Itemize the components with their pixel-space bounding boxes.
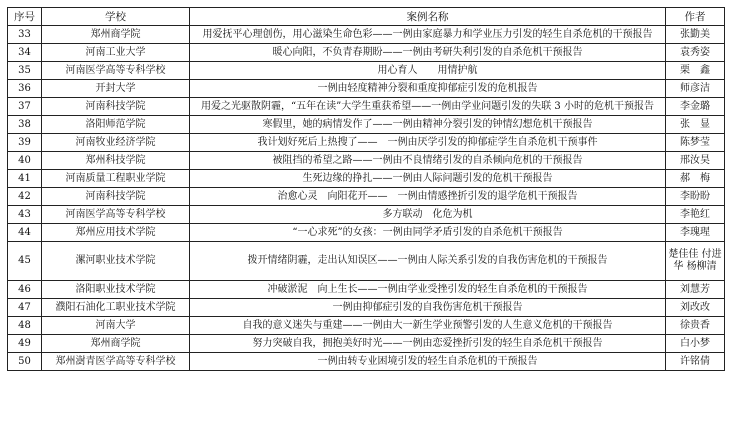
table-row — [8, 224, 725, 242]
row-num: 39 — [8, 134, 42, 152]
table-row — [8, 134, 725, 152]
row-author: 邢汝昊 — [666, 152, 725, 170]
row-school: 濮阳石油化工职业技术学院 — [42, 299, 190, 317]
row-school: 河南科技学院 — [42, 188, 190, 206]
row-author: 李盼盼 — [666, 188, 725, 206]
row-case: 冲破淤泥 向上生长——一例由学业受挫引发的轻生自杀危机的干预报告 — [190, 281, 666, 299]
header-row — [8, 8, 725, 26]
table-row — [8, 152, 725, 170]
row-school: 河南科技学院 — [42, 98, 190, 116]
table-row — [8, 317, 725, 335]
row-case: 多方联动 化危为机 — [190, 206, 666, 224]
row-case: 生死边缘的挣扎——一例由人际问题引发的危机干预报告 — [190, 170, 666, 188]
row-num: 33 — [8, 26, 42, 44]
row-school: 河南大学 — [42, 317, 190, 335]
table-row — [8, 206, 725, 224]
row-num: 47 — [8, 299, 42, 317]
row-school: 郑州科技学院 — [42, 152, 190, 170]
row-author: 徐贵香 — [666, 317, 725, 335]
row-case: 用爱之光驱散阴霾，“五年在读”大学生重获希望——一例由学业问题引发的失联 3 小时的危机干预报告 — [190, 98, 666, 116]
table-row — [8, 26, 725, 44]
row-author: 李瑰瑆 — [666, 224, 725, 242]
row-school: 开封大学 — [42, 80, 190, 98]
table-row — [8, 116, 725, 134]
row-num: 34 — [8, 44, 42, 62]
row-school: 漯河职业技术学院 — [42, 242, 190, 281]
row-num: 38 — [8, 116, 42, 134]
row-num: 43 — [8, 206, 42, 224]
row-num: 48 — [8, 317, 42, 335]
row-num: 40 — [8, 152, 42, 170]
row-case: 一例由抑郁症引发的自我伤害危机干预报告 — [190, 299, 666, 317]
row-school: 洛阳师范学院 — [42, 116, 190, 134]
table-row — [8, 242, 725, 281]
table-row — [8, 98, 725, 116]
row-school: 郑州澍青医学高等专科学校 — [42, 353, 190, 371]
row-case: 用心育人 用情护航 — [190, 62, 666, 80]
row-num: 41 — [8, 170, 42, 188]
row-case: 治愈心灵 向阳花开—— 一例由情感挫折引发的退学危机干预报告 — [190, 188, 666, 206]
row-author: 李金璐 — [666, 98, 725, 116]
case-table — [7, 7, 725, 371]
row-author: 郝 梅 — [666, 170, 725, 188]
row-case: 一例由转专业困境引发的轻生自杀危机的干预报告 — [190, 353, 666, 371]
row-case: 拨开情绪阴霾，走出认知误区——一例由人际关系引发的自我伤害危机的干预报告 — [190, 242, 666, 281]
row-school: 河南工业大学 — [42, 44, 190, 62]
table-row — [8, 62, 725, 80]
row-case: 用爱抚平心理创伤，用心滋染生命色彩——一例由家庭暴力和学业压力引发的轻生自杀危机的干预报告 — [190, 26, 666, 44]
row-author: 陈梦莹 — [666, 134, 725, 152]
row-case: 暖心向阳，不负青春期盼——一例由考研失利引发的自杀危机干预报告 — [190, 44, 666, 62]
table-row — [8, 299, 725, 317]
header-case: 案例名称 — [190, 8, 666, 26]
row-school: 郑州应用技术学院 — [42, 224, 190, 242]
row-case: 被阻挡的希望之路——一例由不良情绪引发的自杀倾向危机的干预报告 — [190, 152, 666, 170]
row-author: 师彦洁 — [666, 80, 725, 98]
row-num: 44 — [8, 224, 42, 242]
row-author: 张勤美 — [666, 26, 725, 44]
header-num: 序号 — [8, 8, 42, 26]
row-school: 河南牧业经济学院 — [42, 134, 190, 152]
row-school: 河南医学高等专科学校 — [42, 62, 190, 80]
table-row — [8, 44, 725, 62]
table-row — [8, 281, 725, 299]
row-case: 一例由轻度精神分裂和重度抑郁症引发的危机报告 — [190, 80, 666, 98]
table-row — [8, 188, 725, 206]
row-case: 我计划好死后上热搜了—— 一例由厌学引发的抑郁症学生自杀危机干预事件 — [190, 134, 666, 152]
row-author: 张 显 — [666, 116, 725, 134]
row-num: 36 — [8, 80, 42, 98]
row-author: 李艳红 — [666, 206, 725, 224]
row-author: 许铭倩 — [666, 353, 725, 371]
table-row — [8, 335, 725, 353]
row-num: 37 — [8, 98, 42, 116]
table-body — [8, 26, 725, 371]
row-author: 刘慧芳 — [666, 281, 725, 299]
row-author: 白小梦 — [666, 335, 725, 353]
table-row — [8, 170, 725, 188]
row-school: 郑州商学院 — [42, 26, 190, 44]
row-num: 42 — [8, 188, 42, 206]
row-school: 河南质量工程职业学院 — [42, 170, 190, 188]
row-case: 寒假里，她的病情发作了——一例由精神分裂引发的钟情幻想危机干预报告 — [190, 116, 666, 134]
row-case: 努力突破自我，拥抱美好时光——一例由恋爱挫折引发的轻生自杀危机干预报告 — [190, 335, 666, 353]
header-school: 学校 — [42, 8, 190, 26]
row-num: 50 — [8, 353, 42, 371]
table-row — [8, 353, 725, 371]
row-num: 45 — [8, 242, 42, 281]
row-case: “一心求死”的女孩：一例由同学矛盾引发的自杀危机干预报告 — [190, 224, 666, 242]
row-author: 刘改改 — [666, 299, 725, 317]
row-school: 河南医学高等专科学校 — [42, 206, 190, 224]
row-author: 楚佳佳 付进华 杨柳清 — [666, 242, 725, 281]
table-row — [8, 80, 725, 98]
row-case: 自我的意义迷失与重建——一例由大一新生学业预警引发的人生意义危机的干预报告 — [190, 317, 666, 335]
row-author: 栗 鑫 — [666, 62, 725, 80]
row-school: 郑州商学院 — [42, 335, 190, 353]
row-num: 46 — [8, 281, 42, 299]
row-num: 49 — [8, 335, 42, 353]
row-author: 袁秀姿 — [666, 44, 725, 62]
row-num: 35 — [8, 62, 42, 80]
row-school: 洛阳职业技术学院 — [42, 281, 190, 299]
header-author: 作者 — [666, 8, 725, 26]
